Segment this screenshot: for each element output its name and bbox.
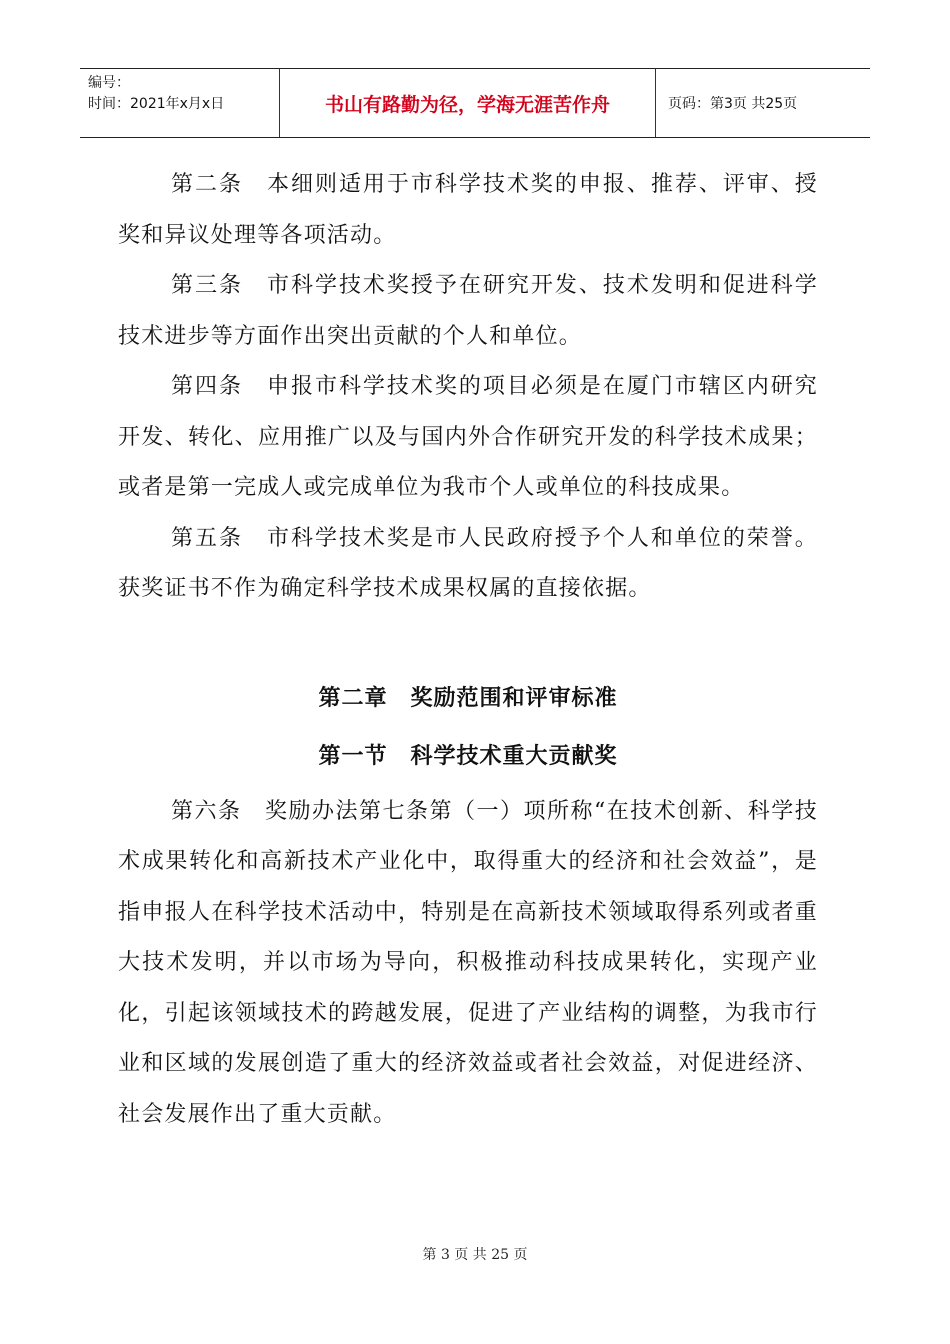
page-footer: 第 3 页 共 25 页 [422,1247,528,1263]
header-time: 时间：2021年x月x日 [88,96,225,112]
article-2: 第二条 本细则适用于市科学技术奖的申报、推荐、评审、授奖和异议处理等各项活动。 [118,172,818,248]
header-meta [80,69,280,137]
header-number: 编号： [88,75,130,91]
article-3: 第三条 市科学技术奖授予在研究开发、技术发明和促进科学技术进步等方面作出突出贡献的个人和单位。 [118,273,818,349]
chapter-heading: 第二章 奖励范围和评审标准 [318,685,618,711]
article-6: 第六条 奖励办法第七条第（一）项所称“在技术创新、科学技术成果转化和高新技术产业化中，取得重大的经济和社会效益”，是指申报人在科学技术活动中，特别是在高新技术领域取得系列或者重大技术发明，并以市场为导向，积极推动科技成果转化，实现产业化，引起该领域技术的跨越发展，促进了产业结构的调整，为我市行业和区域的发展创造了重大的经济效益或者社会效益，对促进经济、社会发展作出了重大贡献。 [118,798,818,1127]
header-page-info: 页码：第3页 共25页 [668,96,798,112]
article-5: 第五条 市科学技术奖是市人民政府授予个人和单位的荣誉。获奖证书不作为确定科学技术成果权属的直接依据。 [118,525,818,601]
page-header [80,68,870,138]
section-heading: 第一节 科学技术重大贡献奖 [318,743,618,769]
article-4: 第四条 申报市科学技术奖的项目必须是在厦门市辖区内研究开发、转化、应用推广以及与国内外合作研究开发的科学技术成果；或者是第一完成人或完成单位为我市个人或单位的科技成果。 [118,374,818,500]
header-motto: 书山有路勤为径，学海无涯苦作舟 [280,69,656,137]
document-body [118,160,818,1140]
